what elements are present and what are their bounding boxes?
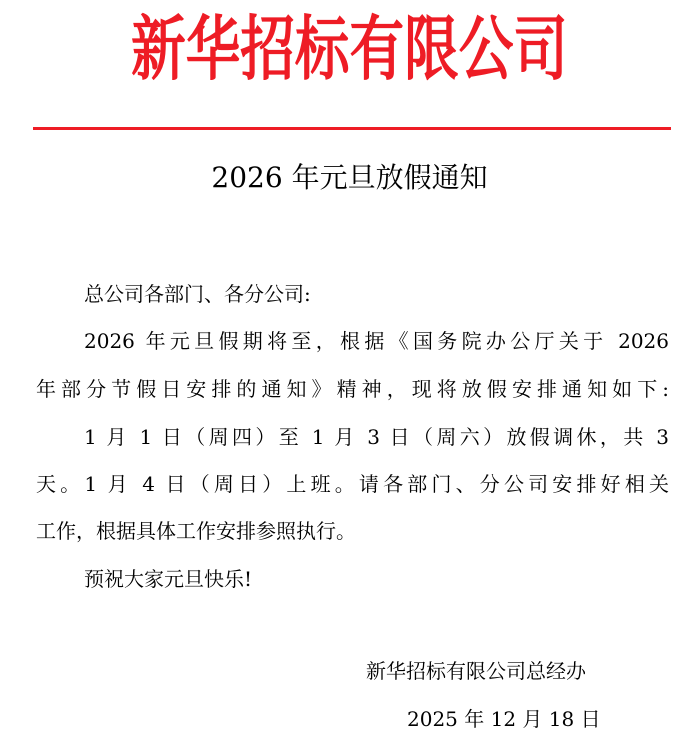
paragraph-2-line-2: 天。1 月 4 日（周日）上班。请各部门、分公司安排好相关 xyxy=(36,472,669,496)
salutation: 总公司各部门、各分公司: xyxy=(84,282,311,306)
paragraph-1-line-2: 年部分节假日安排的通知》精神，现将放假安排通知如下: xyxy=(36,377,669,401)
notice-title: 2026 年元旦放假通知 xyxy=(211,161,488,194)
letterhead-red-divider xyxy=(33,127,671,130)
issue-date: 2025 年 12 月 18 日 xyxy=(407,707,601,731)
company-letterhead: 新华招标有限公司 xyxy=(131,7,568,90)
paragraph-2-line-1: 1 月 1 日（周四）至 1 月 3 日（周六）放假调休，共 3 xyxy=(84,425,669,449)
paragraph-1-line-1: 2026 年元旦假期将至，根据《国务院办公厅关于 2026 xyxy=(84,329,669,353)
signature: 新华招标有限公司总经办 xyxy=(366,659,586,683)
closing-greeting: 预祝大家元旦快乐! xyxy=(84,567,253,591)
paragraph-2-line-3: 工作，根据具体工作安排参照执行。 xyxy=(36,519,356,543)
